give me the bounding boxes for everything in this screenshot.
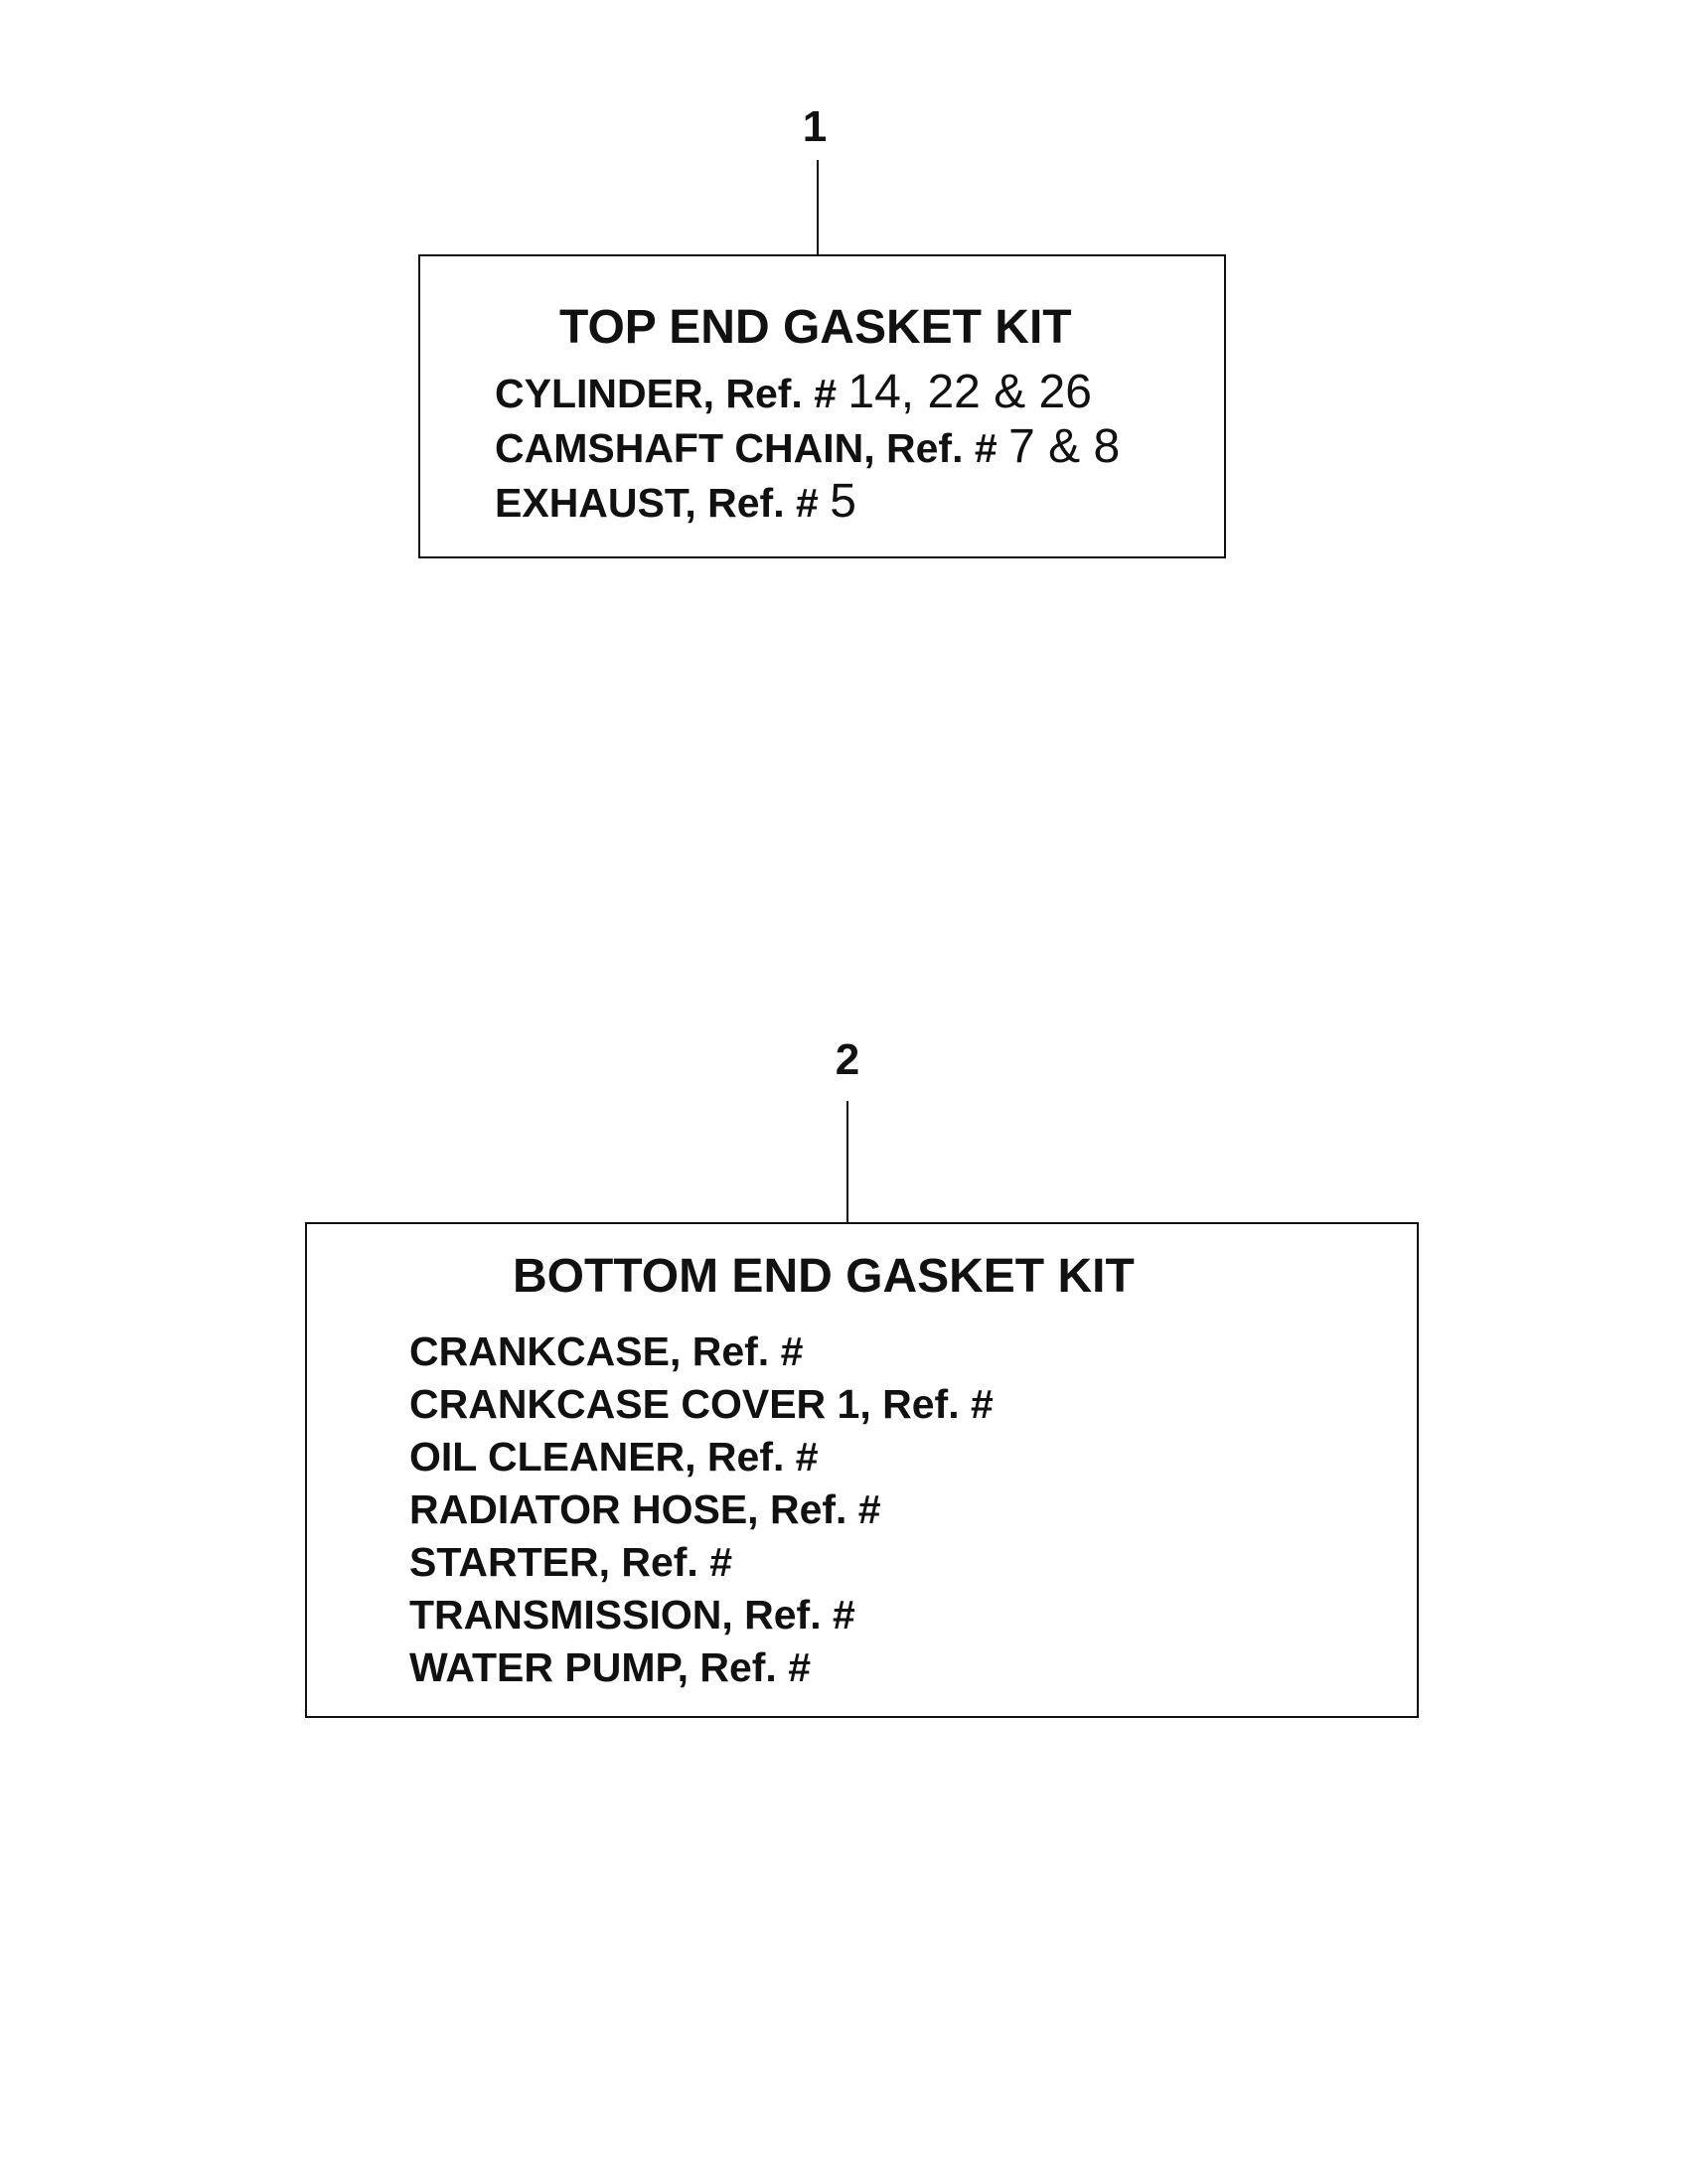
- top-end-gasket-kit-box: [418, 254, 1226, 558]
- kit-item-label: EXHAUST, Ref. #: [495, 480, 819, 526]
- kit-item-label: STARTER, Ref. #: [409, 1539, 732, 1585]
- kit-item-water-pump: [409, 1641, 994, 1694]
- kit-item-label: TRANSMISSION, Ref. #: [409, 1592, 855, 1638]
- kit-item-crankcase-cover: [409, 1378, 994, 1431]
- kit-item-radiator-hose: [409, 1483, 994, 1536]
- kit-item-refs: 14, 22 & 26: [847, 366, 1092, 418]
- kit-item-cylinder: [495, 366, 1120, 420]
- bottom-end-gasket-kit-box: [305, 1222, 1419, 1718]
- kit-item-label: OIL CLEANER, Ref. #: [409, 1434, 819, 1480]
- kit-item-label: WATER PUMP, Ref. #: [409, 1644, 811, 1690]
- kit-title: TOP END GASKET KIT: [559, 301, 1072, 354]
- kit-item-list: [495, 366, 1120, 530]
- kit-item-camshaft-chain: [495, 420, 1120, 475]
- kit-item-transmission: [409, 1589, 994, 1641]
- leader-line-1: [817, 160, 819, 255]
- kit-item-starter: [409, 1536, 994, 1589]
- kit-item-label: CRANKCASE, Ref. #: [409, 1328, 804, 1374]
- kit-item-crankcase: [409, 1326, 994, 1378]
- kit-item-refs: 7 & 8: [1008, 420, 1121, 473]
- kit-item-label: CAMSHAFT CHAIN, Ref. #: [495, 425, 998, 471]
- leader-line-2: [846, 1101, 848, 1223]
- kit-item-oil-cleaner: [409, 1431, 994, 1483]
- callout-number-1: 1: [802, 102, 828, 151]
- kit-title: BOTTOM END GASKET KIT: [513, 1250, 1135, 1303]
- kit-item-label: CRANKCASE COVER 1, Ref. #: [409, 1381, 994, 1427]
- callout-number-2: 2: [835, 1035, 860, 1084]
- kit-item-exhaust: [495, 475, 1120, 530]
- kit-item-label: CYLINDER, Ref. #: [495, 371, 837, 416]
- kit-item-list: [409, 1326, 994, 1694]
- kit-item-label: RADIATOR HOSE, Ref. #: [409, 1486, 881, 1532]
- kit-item-refs: 5: [830, 475, 856, 528]
